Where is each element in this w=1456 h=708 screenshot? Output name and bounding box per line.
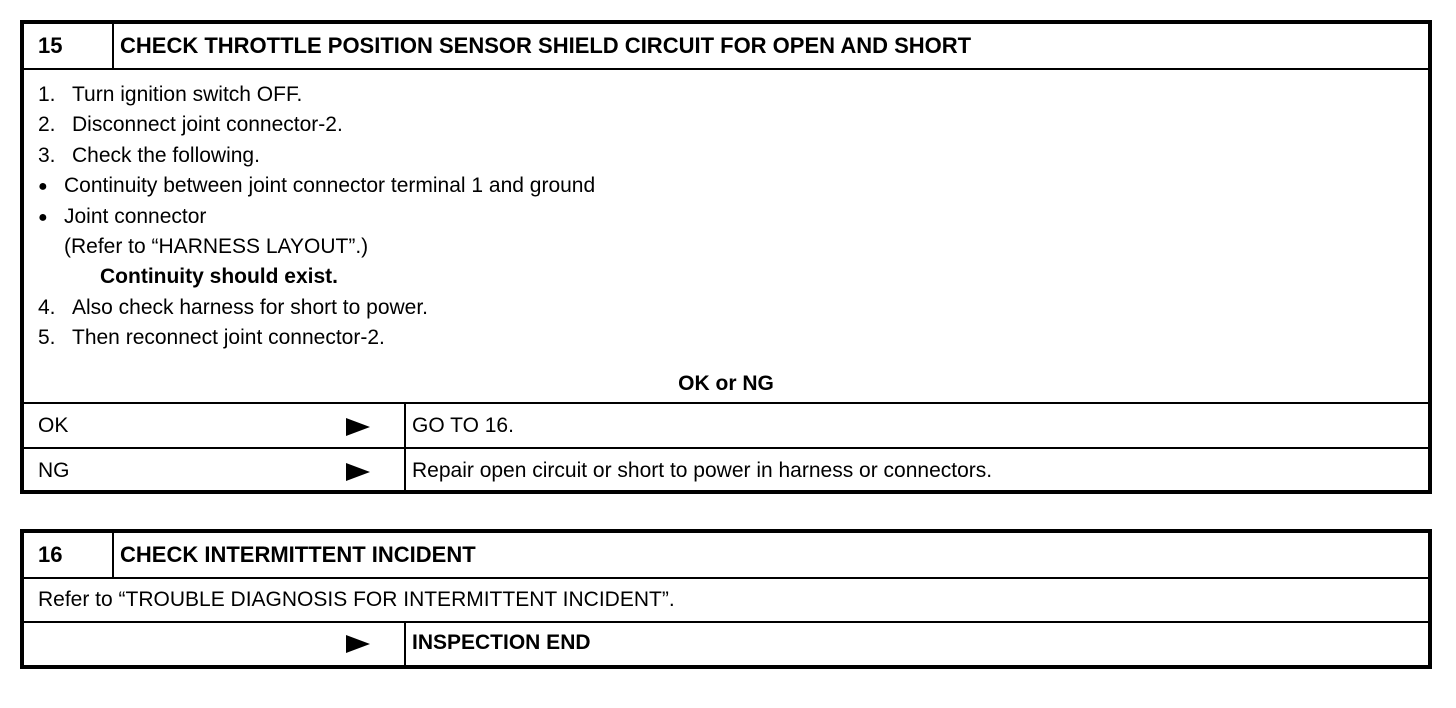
arrow-right-icon bbox=[346, 635, 370, 653]
instruction-step: 2. Disconnect joint connector-2. bbox=[38, 113, 343, 137]
instruction-step: 1. Turn ignition switch OFF. bbox=[38, 83, 303, 106]
instruction-step: 3. Check the following. bbox=[38, 143, 260, 167]
step-16-box bbox=[20, 529, 1432, 669]
step-16-header bbox=[24, 533, 1428, 579]
step-15-header bbox=[24, 24, 1428, 70]
result-row-ng bbox=[24, 449, 1428, 494]
step-15-box bbox=[20, 20, 1432, 494]
bullet-icon: ● bbox=[38, 208, 48, 226]
result-row-end bbox=[24, 623, 1428, 665]
step-16-instructions: Refer to “TROUBLE DIAGNOSIS FOR INTERMITTENT INCIDENT”. bbox=[24, 579, 1428, 623]
result-action: INSPECTION END bbox=[412, 631, 591, 654]
instruction-step: 5. Then reconnect joint connector-2. bbox=[38, 326, 385, 350]
step-title: CHECK THROTTLE POSITION SENSOR SHIELD CIRCUIT FOR OPEN AND SHORT bbox=[120, 33, 972, 58]
instruction-step: 4. Also check harness for short to power. bbox=[38, 295, 429, 319]
step-number: 16 bbox=[24, 533, 114, 577]
step-15-instructions bbox=[24, 70, 1428, 404]
result-label: NG bbox=[38, 459, 70, 482]
check-bullet: ● Joint connector bbox=[38, 202, 1428, 232]
result-action: Repair open circuit or short to power in harness or connectors. bbox=[412, 459, 993, 482]
check-bullet: ● Continuity between joint connector terminal 1 and ground bbox=[38, 171, 1428, 201]
result-action: GO TO 16. bbox=[412, 414, 514, 437]
step-number: 15 bbox=[24, 24, 114, 68]
arrow-right-icon bbox=[346, 463, 370, 481]
bullet-icon: ● bbox=[38, 178, 48, 196]
result-row-ok bbox=[24, 404, 1428, 449]
result-heading: OK or NG bbox=[678, 372, 774, 395]
expected-result: Continuity should exist. bbox=[100, 265, 339, 289]
result-label: OK bbox=[38, 414, 69, 437]
refer-note: (Refer to “HARNESS LAYOUT”.) bbox=[64, 234, 369, 258]
step-title: CHECK INTERMITTENT INCIDENT bbox=[120, 542, 476, 567]
arrow-right-icon bbox=[346, 418, 370, 436]
